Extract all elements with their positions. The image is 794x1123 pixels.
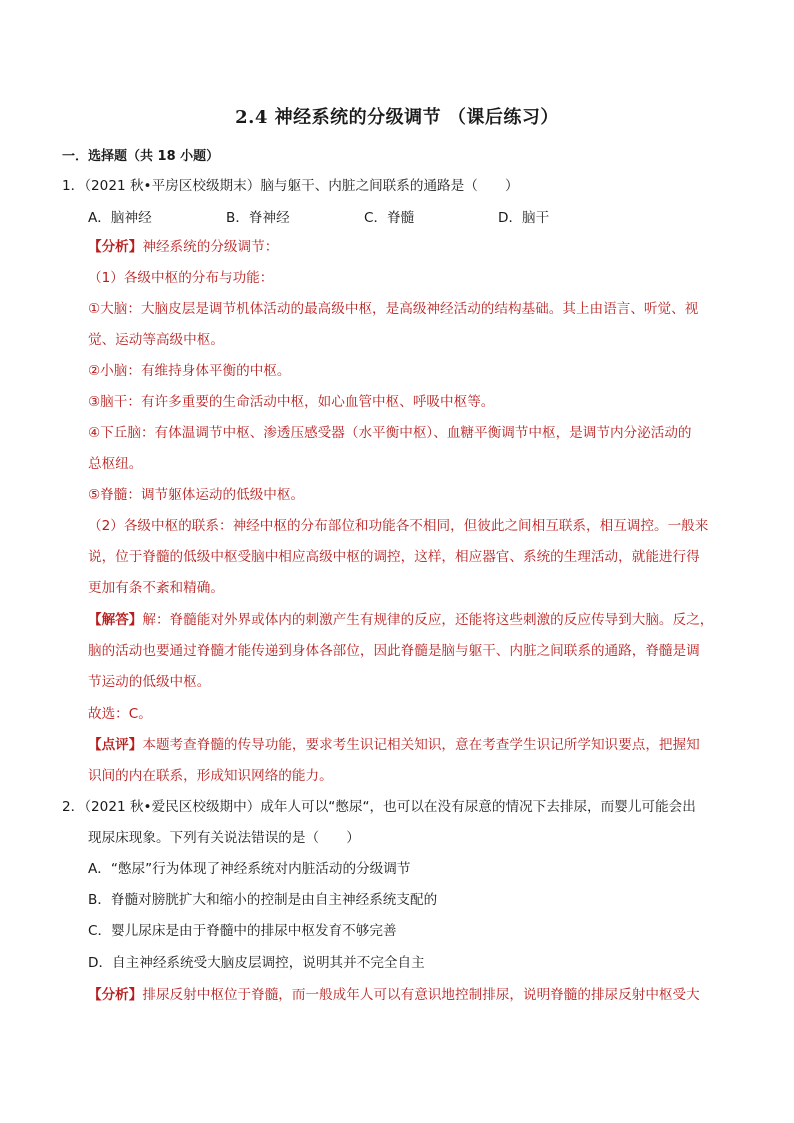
q2-analysis-tag: 【分析】 [88,987,143,1003]
q2-option-d: D．自主神经系统受大脑皮层调控，说明其并不完全自主 [88,955,425,971]
q1-center-hypothalamus-b: 总枢纽。 [88,456,143,472]
q1-option-c: C．脊髓 [364,210,415,226]
question-1-stem: 1．（2021 秋•平房区校级期末）脑与躯干、内脏之间联系的通路是（ ） [62,178,519,194]
q2-option-a: A．“憋尿”行为体现了神经系统对内脏活动的分级调节 [88,861,411,877]
question-2-stem-a: 2．（2021 秋•爱民区校级期中）成年人可以“憋尿“，也可以在没有尿意的情况下去排尿，而婴儿可能会出 [62,799,696,815]
q2-option-c: C．婴儿尿床是由于脊髓中的排尿中枢发育不够完善 [88,923,397,939]
analysis-intro: 神经系统的分级调节： [142,239,279,255]
q1-center-hypothalamus-a: ④下丘脑：有体温调节中枢、渗透压感受器（水平衡中枢）、血糖平衡调节中枢，是调节内分泌活动的 [88,425,692,441]
q1-point-2-a: （2）各级中枢的联系：神经中枢的分布部位和功能各不相同，但彼此之间相互联系，相互调控。一般来 [88,518,709,534]
q1-answer-b: 脑的活动也要通过脊髓才能传递到身体各部位，因此脊髓是脑与躯干、内脏之间联系的通路，脊髓是调 [88,643,700,659]
question-1-options [88,206,549,226]
q2-option-b: B．脊髓对膀胱扩大和缩小的控制是由自主神经系统支配的 [88,892,438,908]
q1-option-b: B．脊神经 [226,210,290,226]
q1-center-cerebrum-a: ①大脑：大脑皮层是调节机体活动的最高级中枢，是高级神经活动的结构基础。其上由语言、听觉、视 [88,301,699,317]
q1-answer-c: 节运动的低级中枢。 [88,674,211,690]
section-heading: 一．选择题（共 18 小题） [62,149,220,164]
q1-center-brainstem: ③脑干：有许多重要的生命活动中枢，如心血管中枢、呼吸中枢等。 [88,394,495,410]
q1-analysis [88,238,278,256]
q2-analysis [88,986,700,1004]
q1-option-a: A．脑神经 [88,210,152,226]
q1-center-cerebrum-b: 觉、运动等高级中枢。 [88,332,224,348]
analysis-tag: 【分析】 [88,239,143,255]
q1-comment-b: 识间的内在联系，形成知识网络的能力。 [88,768,333,784]
q1-point-2-c: 更加有条不紊和精确。 [88,580,224,596]
document-title: 2.4 神经系统的分级调节 （课后练习） [235,107,559,128]
answer-text-a: 解：脊髓能对外界或体内的刺激产生有规律的反应，还能将这些刺激的反应传导到大脑。反之， [142,612,714,628]
q1-option-d: D．脑干 [498,210,550,226]
answer-tag: 【解答】 [88,612,143,628]
q2-analysis-text: 排尿反射中枢位于脊髓，而一般成年人可以有意识地控制排尿，说明脊髓的排尿反射中枢受大 [142,987,700,1003]
q1-center-cerebellum: ②小脑：有维持身体平衡的中枢。 [88,363,291,379]
comment-text-a: 本题考查脊髓的传导功能，要求考生识记相关知识，意在考查学生识记所学知识要点，把握知 [142,737,700,753]
q1-comment-a [88,736,700,754]
question-2-stem-b: 现尿床现象。下列有关说法错误的是（ ） [88,830,360,846]
q1-choice: 故选：C。 [88,706,152,722]
q1-point-2-b: 说，位于脊髓的低级中枢受脑中相应高级中枢的调控，这样，相应器官、系统的生理活动，就能进行得 [88,549,700,565]
q1-center-spinal-cord: ⑤脊髓：调节躯体运动的低级中枢。 [88,487,305,503]
comment-tag: 【点评】 [88,737,143,753]
q1-point-1: （1）各级中枢的分布与功能： [88,270,274,286]
q1-answer-a [88,611,713,629]
